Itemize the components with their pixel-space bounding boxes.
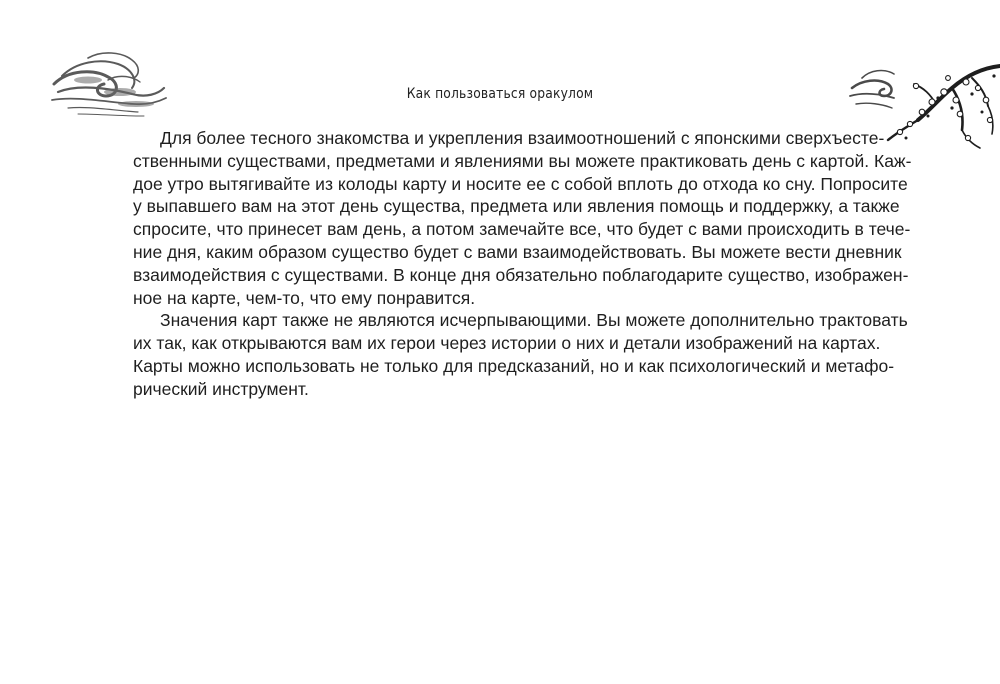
text-line: ное на карте, чем-то, что ему понравится. <box>133 287 476 308</box>
text-line: их так, как открываются вам их герои через истории о них и детали изображений на картах. <box>133 333 881 354</box>
text-line: взаимодействия с существами. В конце дня обязательно поблагодарите существо, изображен- <box>133 264 909 285</box>
text-line: дое утро вытягивайте из колоды карту и носите ее с собой вплоть до отхода ко сну. Попросите <box>133 173 908 194</box>
paragraph-2 <box>133 309 908 400</box>
text-line: ственными существами, предметами и явлениями вы можете практиковать день с картой. Каж- <box>133 150 912 171</box>
page-title: Как пользоваться оракулом <box>406 86 594 102</box>
text-line: Для более тесного знакомства и укрепления взаимоотношений с японскими сверхъесте- <box>160 128 885 148</box>
paragraph-1 <box>133 127 912 309</box>
body-text <box>133 127 912 401</box>
text-line: Значения карт также не являются исчерпывающими. Вы можете дополнительно трактовать <box>160 310 908 331</box>
text-line: спросите, что принесет вам день, а потом замечайте все, что будет с вами происходить в тече- <box>133 219 911 240</box>
cloud-swirl-icon <box>48 44 168 120</box>
text-line: рический инструмент. <box>133 378 309 399</box>
text-line: у выпавшего вам на этот день существа, предмета или явления помощь и поддержку, а также <box>133 196 900 217</box>
text-line: ние дня, каким образом существо будет с вами взаимодействовать. Вы можете вести дневник <box>133 241 902 262</box>
text-line: Карты можно использовать не только для предсказаний, но и как психологический и метафо- <box>133 355 895 376</box>
